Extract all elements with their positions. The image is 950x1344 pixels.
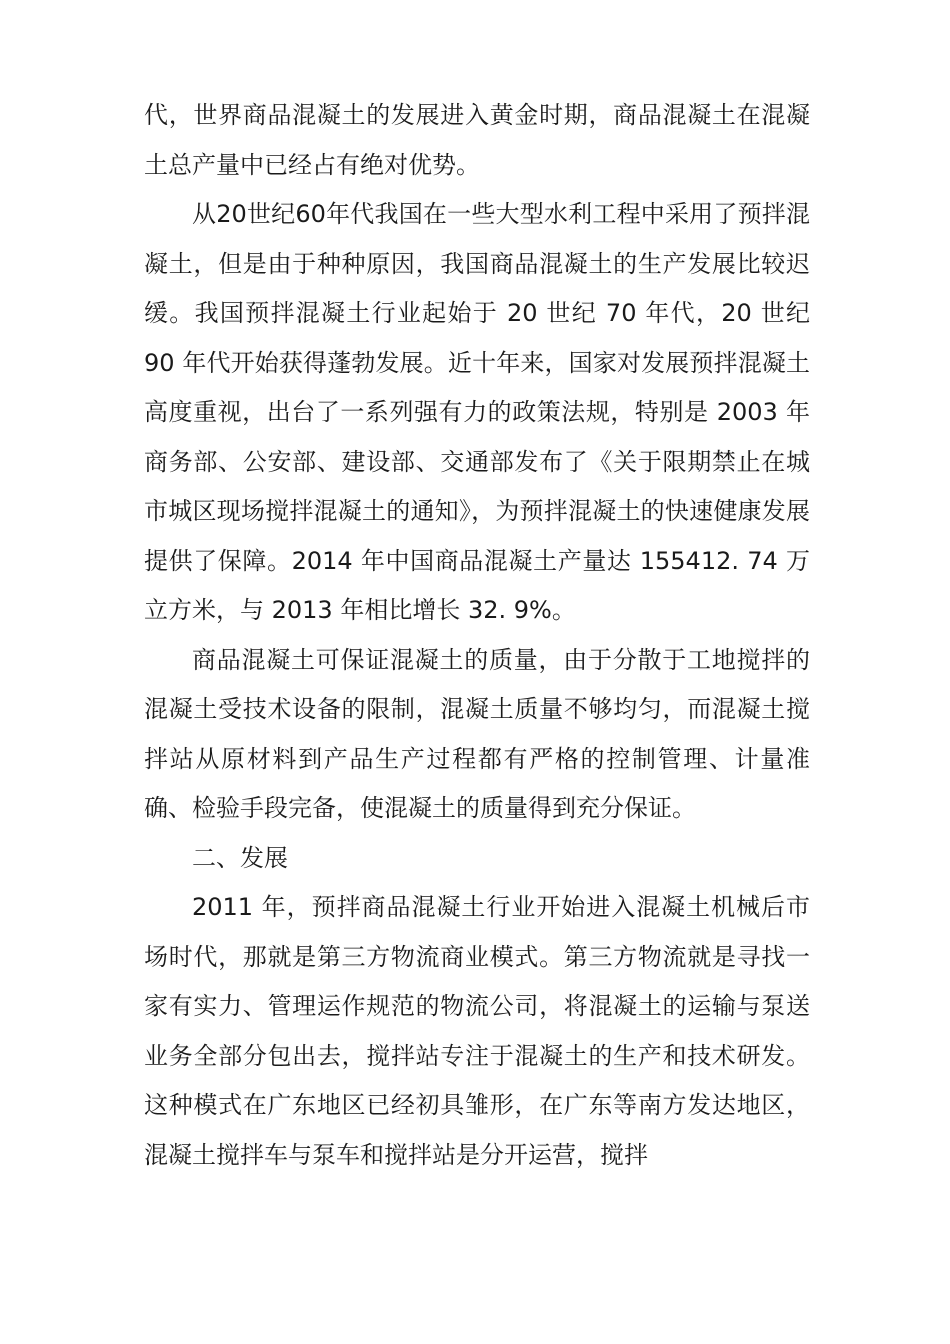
document-body [144, 91, 810, 1180]
paragraph-history: 从20世纪60年代我国在一些大型水利工程中采用了预拌混凝土，但是由于种种原因，我国商品混凝土的生产发展比较迟缓。我国预拌混凝土行业起始于 20 世纪 70 年代，20 世纪 90 年代开始获得蓬勃发展。近十年来，国家对发展预拌混凝土高度重视，出台了一系列强有力的政策法规，特别是 2003 年商务部、公安部、建设部、交通部发布了《关于限期禁止在城市城区现场搅拌混凝土的通知》，为预拌混凝土的快速健康发展提供了保障。2014 年中国商品混凝土产量达 155412. 74 万立方米，与 2013 年相比增长 32. 9%。 [144, 200, 810, 624]
section-heading-development: 二、发展 [192, 843, 288, 872]
paragraph-development: 2011 年，预拌商品混凝土行业开始进入混凝土机械后市场时代，那就是第三方物流商业模式。第三方物流就是寻找一家有实力、管理运作规范的物流公司，将混凝土的运输与泵送业务全部分包出去，搅拌站专注于混凝土的生产和技术研发。这种模式在广东地区已经初具雏形，在广东等南方发达地区，混凝土搅拌车与泵车和搅拌站是分开运营，搅拌 [144, 893, 810, 1169]
paragraph-continuation: 代，世界商品混凝土的发展进入黄金时期，商品混凝土在混凝土总产量中已经占有绝对优势。 [144, 101, 810, 179]
paragraph-quality: 商品混凝土可保证混凝土的质量，由于分散于工地搅拌的混凝土受技术设备的限制，混凝土质量不够均匀，而混凝土搅拌站从原材料到产品生产过程都有严格的控制管理、计量准确、检验手段完备，使混凝土的质量得到充分保证。 [144, 645, 810, 822]
